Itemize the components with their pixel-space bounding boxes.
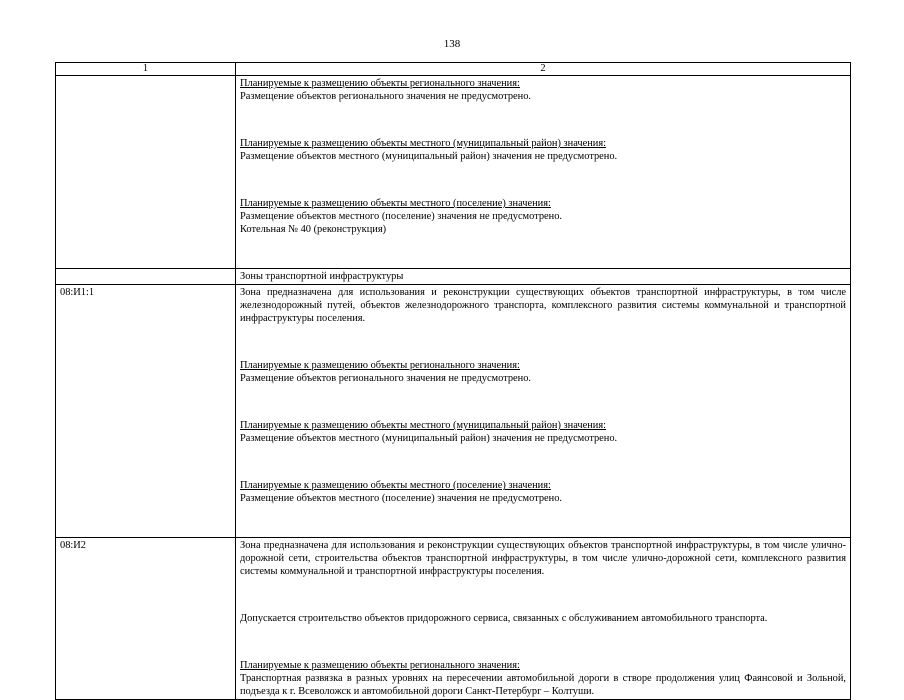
zone-code-cell: 08:И1:1 bbox=[56, 285, 236, 538]
zones-table bbox=[55, 62, 851, 700]
paragraph: Зона предназначена для использования и реконструкции существующих объектов транспортной инфраструктуры, в том числе железнодорожный путей, объектов железнодорожного транспорта, комплексного развития системы коммунальной и транспортной инфраструктуры поселения. bbox=[240, 287, 846, 325]
zone-description-cell bbox=[236, 538, 851, 700]
paragraph-spacer bbox=[240, 516, 846, 526]
header-col-2: 2 bbox=[236, 63, 851, 76]
paragraph-spacer bbox=[240, 396, 846, 409]
paragraph: Размещение объектов регионального значения не предусмотрено. bbox=[240, 373, 532, 385]
table-row bbox=[56, 285, 851, 538]
paragraph: Котельная № 40 (реконструкция) bbox=[240, 224, 387, 236]
zone-description-cell bbox=[236, 285, 851, 538]
page-number: 138 bbox=[443, 38, 461, 50]
paragraph: Размещение объектов местного (поселение) значения не предусмотрено. bbox=[240, 211, 563, 223]
paragraph: Транспортная развязка в разных уровнях на пересечении автомобильной дороги в створе продолжения улиц Фаянсовой и Зольной, подъезда к г. Всеволожск и автомобильной дороги Санкт-Петербург – Колтуши. bbox=[240, 673, 846, 698]
paragraph: Допускается строительство объектов придорожного сервиса, связанных с обслуживанием автомобильного транспорта. bbox=[240, 613, 768, 625]
section-heading: Планируемые к размещению объекты местного (муниципальный район) значения: bbox=[240, 420, 607, 432]
paragraph-spacer bbox=[240, 336, 846, 349]
paragraph: Зона предназначена для использования и реконструкции существующих объектов транспортной инфраструктуры, в том числе улично-дорожной сети, строительства объектов транспортной инфраструктуры, в том числе улично-дорожной сети, комплексного развития системы коммунальной и транспортной инфраструктуры поселения. bbox=[240, 540, 846, 578]
header-col-1: 1 bbox=[56, 63, 236, 76]
paragraph-spacer bbox=[240, 589, 846, 602]
section-heading: Планируемые к размещению объекты регионального значения: bbox=[240, 660, 520, 671]
paragraph-spacer bbox=[240, 456, 846, 469]
zone-description-cell bbox=[236, 269, 851, 285]
paragraph: Размещение объектов местного (поселение) значения не предусмотрено. bbox=[240, 493, 563, 505]
table-row bbox=[56, 269, 851, 285]
table-row bbox=[56, 76, 851, 269]
paragraph-spacer bbox=[240, 114, 846, 127]
paragraph: Размещение объектов местного (муниципальный район) значения не предусмотрено. bbox=[240, 433, 618, 445]
section-heading: Планируемые к размещению объекты местного (поселение) значения: bbox=[240, 197, 551, 209]
zone-code-cell: 08:И2 bbox=[56, 538, 236, 700]
zone-code-cell bbox=[56, 269, 236, 285]
zone-code-cell bbox=[56, 76, 236, 269]
paragraph: Размещение объектов местного (муниципальный район) значения не предусмотрено. bbox=[240, 151, 618, 163]
paragraph: Зоны транспортной инфраструктуры bbox=[240, 271, 404, 282]
section-heading: Планируемые к размещению объекты регионального значения: bbox=[240, 78, 520, 89]
table-header-row bbox=[56, 63, 851, 76]
paragraph-spacer bbox=[240, 174, 846, 187]
zones-table-body bbox=[56, 63, 851, 700]
table-row bbox=[56, 538, 851, 700]
section-heading: Планируемые к размещению объекты регионального значения: bbox=[240, 360, 520, 372]
section-heading: Планируемые к размещению объекты местного (муниципальный район) значения: bbox=[240, 137, 607, 149]
section-heading: Планируемые к размещению объекты местного (поселение) значения: bbox=[240, 480, 551, 492]
paragraph-spacer bbox=[240, 636, 846, 649]
paragraph: Размещение объектов регионального значения не предусмотрено. bbox=[240, 91, 532, 103]
paragraph-spacer bbox=[240, 247, 846, 257]
zone-description-cell bbox=[236, 76, 851, 269]
